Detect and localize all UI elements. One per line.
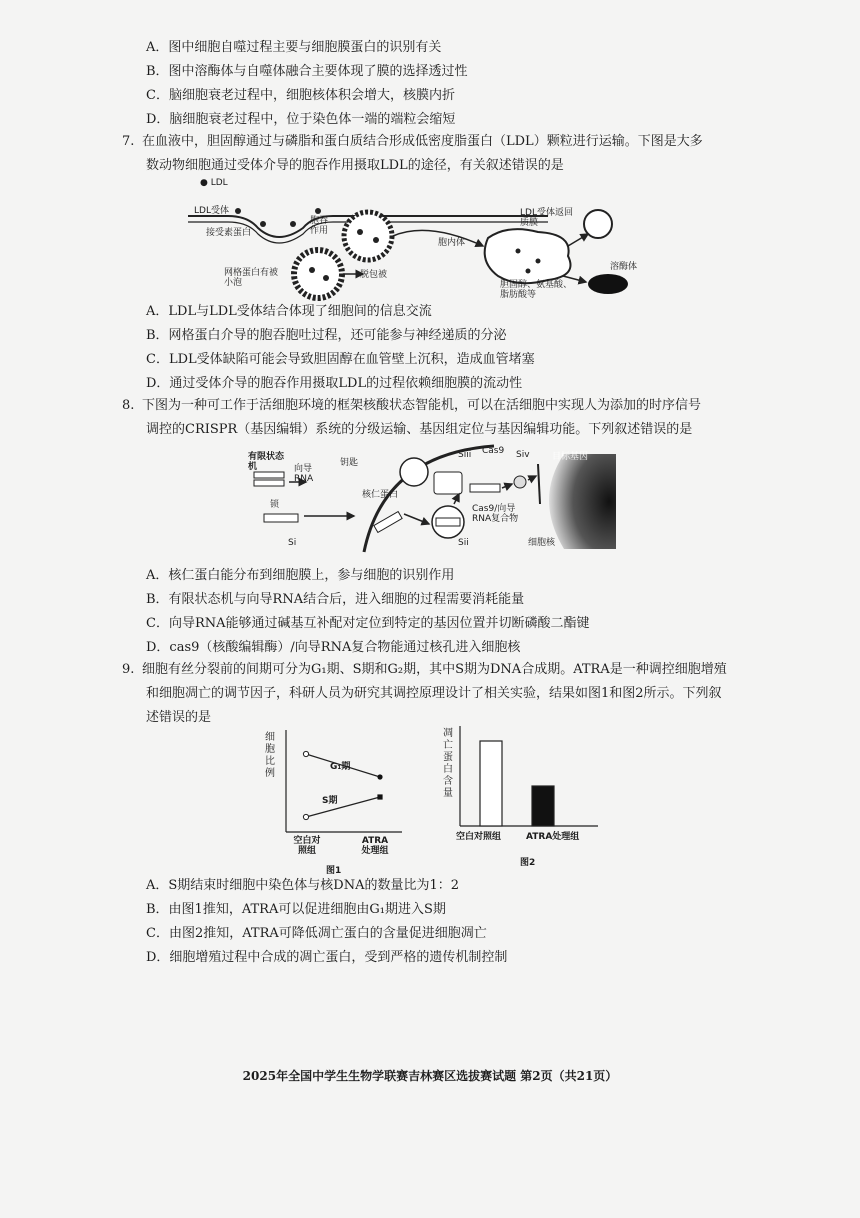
lysosome-label: 溶酶体 [610, 262, 638, 272]
key-label: 钥匙 [340, 458, 359, 468]
fig2-title: 图2 [520, 858, 536, 868]
fig1-point-s0-1 [377, 774, 382, 779]
state-si-label: Si [288, 538, 297, 548]
state-siv-label: Siv [516, 450, 530, 460]
q7-stem-line1: 在血液中，胆固醇通过与磷脂和蛋白质结合形成低密度脂蛋白（LDL）颗粒进行运输。下图是大多 [142, 134, 703, 149]
q6-option-d: D．脑细胞衰老过程中，位于染色体一端的端粒会缩短 [146, 112, 456, 127]
q9-option-d: D．细胞增殖过程中合成的凋亡蛋白，受到严格的遗传机制控制 [146, 950, 508, 965]
q7-option-c: C．LDL受体缺陷可能会导致胆固醇在血管壁上沉积，造成血管堵塞 [146, 352, 535, 367]
crispr-state-machine-figure [244, 444, 616, 554]
q6-option-b: B．图中溶酶体与自噬体融合主要体现了膜的选择透过性 [146, 64, 468, 79]
nucleus-label: 细胞核 [528, 538, 556, 548]
receptor-recycling-label: LDL受体返回质膜 [520, 208, 573, 228]
fig1-point-s0-0 [303, 751, 308, 756]
guide-rna-label: 向导RNA [294, 464, 314, 484]
uncoating-label: 脱包被 [360, 270, 388, 280]
q9-option-a: A．S期结束时细胞中染色体与核DNA的数量比为1：2 [146, 878, 460, 893]
q7-stem-line2: 数动物细胞通过受体介导的胞吞作用摄取LDL的途径，有关叙述错误的是 [146, 158, 564, 173]
coated-vesicle-label: 网格蛋白有被小泡 [224, 268, 279, 288]
q9-stem-line3: 述错误的是 [146, 710, 212, 725]
q9-option-b: B．由图1推知，ATRA可以促进细胞由G₁期进入S期 [146, 902, 446, 917]
fig2-ylabel: 凋亡蛋白含量 [443, 728, 453, 799]
fig2-bar-1 [532, 786, 554, 826]
q6-option-a: A．图中细胞自噬过程主要与细胞膜蛋白的识别有关 [146, 40, 442, 55]
q8-option-b: B．有限状态机与向导RNA结合后，进入细胞的过程需要消耗能量 [146, 592, 525, 607]
fig1-xtick-1: ATRA处理组 [361, 836, 389, 856]
q7-option-a: A．LDL与LDL受体结合体现了细胞间的信息交流 [146, 304, 432, 319]
q9-stem-line1: 细胞有丝分裂前的间期可分为G₁期、S期和G₂期，其中S期为DNA合成期。ATRA是一种调控细胞增殖 [142, 662, 727, 677]
fsm-label: 有限状态机 [248, 452, 285, 472]
state-siii-label: Siii [458, 450, 472, 460]
page-footer: 2025年全国中学生生物学联赛吉林赛区选拔赛试题 第2页（共21页） [242, 1069, 618, 1083]
products-label: 胆固醇、氨基酸、脂肪酸等 [500, 280, 573, 300]
q8-option-c: C．向导RNA能够通过碱基互补配对定位到特定的基因位置并切断磷酸二酯键 [146, 616, 590, 631]
fig2-xtick-1: ATRA处理组 [526, 832, 580, 842]
q9-option-c: C．由图2推知，ATRA可降低凋亡蛋白的含量促进细胞凋亡 [146, 926, 487, 941]
fig1-series-s-label: S期 [322, 796, 338, 806]
q6-option-c: C．脑细胞衰老过程中，细胞核体积会增大，核膜内折 [146, 88, 455, 103]
fig2-plot [442, 722, 602, 876]
q8-stem-line1: 下图为一种可工作于活细胞环境的框架核酸状态智能机，可以在活细胞中实现人为添加的时序信号 [142, 398, 702, 413]
fig2-bar-0 [480, 741, 502, 826]
ldl-label: ● LDL [200, 178, 228, 188]
nucleolin-label: 核仁蛋白 [362, 490, 399, 500]
fig1-point-s1-0 [303, 814, 308, 819]
figure2-bar-chart [442, 722, 602, 876]
endocytosis-label: 胞吞作用 [310, 216, 329, 236]
q7-number: 7. [122, 134, 135, 149]
fig1-xtick-0: 空白对照组 [293, 836, 321, 856]
q7-option-b: B．网格蛋白介导的胞吞胞吐过程，还可能参与神经递质的分泌 [146, 328, 507, 343]
complex-label: Cas9/向导RNA复合物 [472, 504, 519, 524]
fig1-series-g1-label: G₁期 [330, 762, 351, 772]
lock-label: 锁 [270, 500, 280, 510]
q8-option-a: A．核仁蛋白能分布到细胞膜上，参与细胞的识别作用 [146, 568, 455, 583]
q8-option-d: D．cas9（核酸编辑酶）/向导RNA复合物能通过核孔进入细胞核 [146, 640, 521, 655]
figure1-line-chart [262, 726, 412, 876]
ldl-receptor-label: LDL受体 [194, 206, 229, 216]
q7-option-d: D．通过受体介导的胞吞作用摄取LDL的过程依赖细胞膜的流动性 [146, 376, 523, 391]
q8-number: 8. [122, 398, 135, 413]
q8-stem-line2: 调控的CRISPR（基因编辑）系统的分级运输、基因组定位与基因编辑功能。下列叙述错误的是 [146, 422, 693, 437]
target-gene-label: 目标基因 [552, 452, 589, 462]
fig1-series-1-line [306, 797, 380, 817]
adaptor-label: 接受素蛋白 [206, 228, 252, 238]
ldl-endocytosis-figure [188, 176, 678, 302]
fig2-xtick-0: 空白对照组 [456, 832, 502, 842]
fig1-ylabel: 细胞比例 [265, 732, 275, 779]
endosome-label: 胞内体 [438, 238, 466, 248]
q9-stem-line2: 和细胞凋亡的调节因子，科研人员为研究其调控原理设计了相关实验，结果如图1和图2所示。下列叙 [146, 686, 722, 701]
cas9-label: Cas9 [482, 446, 505, 456]
fig1-title: 图1 [326, 866, 342, 876]
state-sii-label: Sii [458, 538, 469, 548]
q9-number: 9. [122, 662, 135, 677]
fig1-point-s1-1 [377, 794, 382, 799]
